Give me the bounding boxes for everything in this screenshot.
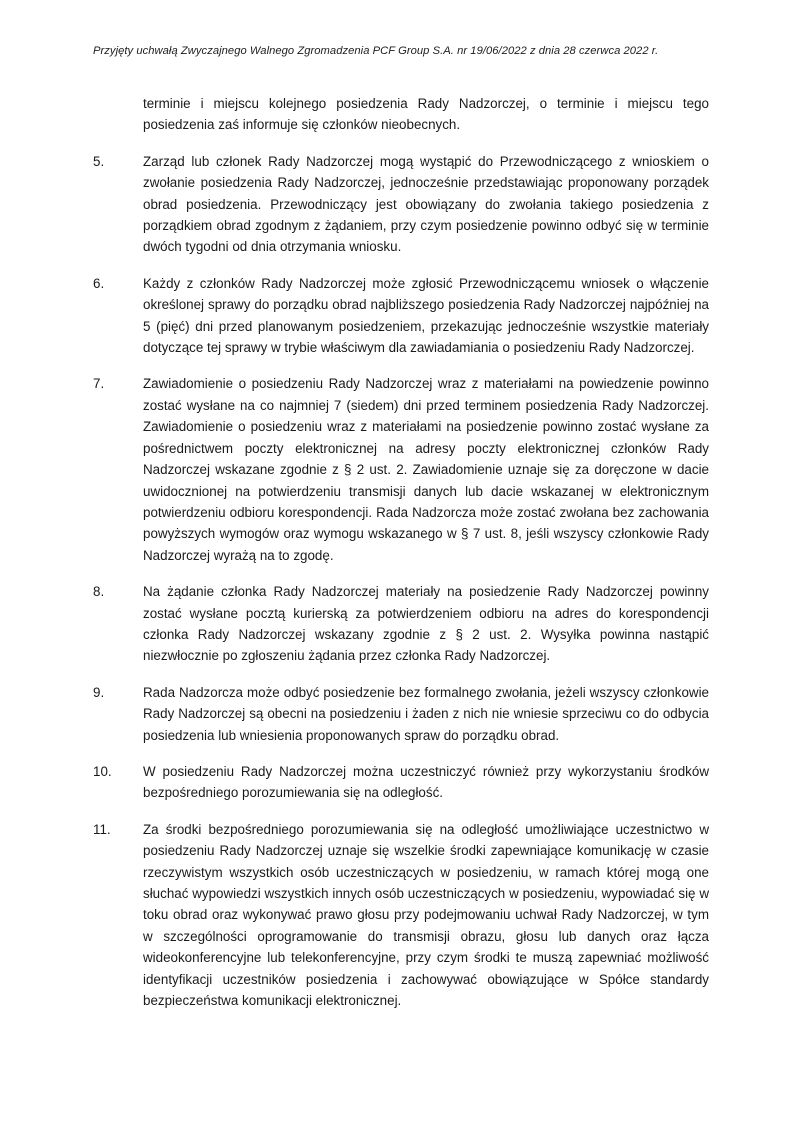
clause-text: Rada Nadzorcza może odbyć posiedzenie bez formalnego zwołania, jeżeli wszyscy członkowie Rady Nadzorczej są obecni na posiedzeniu i żaden z nich nie wniesie sprzeciwu co do odbycia posiedzenia lub wniesienia proponowanych spraw do porządku obrad.: [143, 684, 709, 743]
document-header-note: Przyjęty uchwałą Zwyczajnego Walnego Zgromadzenia PCF Group S.A. nr 19/06/2022 z dnia 28 czerwca 2022 r.: [93, 45, 659, 57]
clause-paragraph: [93, 581, 709, 667]
clause-paragraph: [93, 373, 709, 566]
clause-text: W posiedzeniu Rady Nadzorczej można uczestniczyć również przy wykorzystaniu środków bezpośredniego porozumiewania się na odległość.: [143, 763, 709, 801]
clause-number: 11.: [93, 821, 111, 837]
clause-number: 6.: [93, 275, 105, 291]
clause-number: 5.: [93, 153, 105, 169]
clause-number: 7.: [93, 376, 105, 392]
document-body: [93, 93, 709, 1011]
clause-paragraph: [93, 761, 709, 804]
clause-text: terminie i miejscu kolejnego posiedzenia Rady Nadzorczej, o terminie i miejscu tego posiedzenia zaś informuje się członków nieobecnych.: [143, 96, 709, 133]
clause-text: Za środki bezpośredniego porozumiewania się na odległość umożliwiające uczestnictwo w posiedzeniu Rady Nadzorczej uznaje się wszelkie środki zapewniające komunikację w czasie rzeczywistym wszystkich osób uczestniczących w posiedzeniu, w ramach której mogą one słuchać wypowiedzi wszystkich innych osób uczestniczących w posiedzeniu, wypowiadać się w toku obrad oraz wykonywać prawo głosu przy podejmowaniu uchwał Rady Nadzorczej, w tym w szczególności oprogramowanie do transmisji obrazu, głosu lub danych oraz łącza wideokonferencyjne lub telekonferencyjne, przy czym środki te muszą zapewniać możliwość identyfikacji uczestników posiedzenia i zachowywać obowiązujące w Spółce standardy bezpieczeństwa komunikacji elektronicznej.: [143, 821, 709, 1009]
clause-paragraph: [93, 93, 709, 136]
clause-text: Zarząd lub członek Rady Nadzorczej mogą wystąpić do Przewodniczącego z wnioskiem o zwołanie posiedzenia Rady Nadzorczej, jednocześnie przedstawiając proponowany porządek obrad posiedzenia. Przewodniczący jest obowiązany do zwołania takiego posiedzenia z porządkiem obrad zgodnym z żądaniem, przy czym posiedzenie powinno odbyć się w terminie dwóch tygodni od dnia otrzymania wniosku.: [143, 153, 709, 255]
clause-paragraph: [93, 273, 709, 359]
clause-text: Każdy z członków Rady Nadzorczej może zgłosić Przewodniczącemu wniosek o włączenie określonej sprawy do porządku obrad najbliższego posiedzenia Rady Nadzorczej najpóźniej na 5 (pięć) dni przed planowanym posiedzeniem, przekazując jednocześnie wszystkie materiały dotyczące tej sprawy w trybie właściwym dla zawiadamiania o posiedzeniu Rady Nadzorczej.: [143, 275, 709, 356]
clause-number: 8.: [93, 584, 105, 600]
clause-paragraph: [93, 819, 709, 1012]
clause-text: Zawiadomienie o posiedzeniu Rady Nadzorczej wraz z materiałami na powiedzenie powinno zostać wysłane na co najmniej 7 (siedem) dni przed terminem posiedzenia Rady Nadzorczej. Zawiadomienie o posiedzeniu wraz z materiałami na posiedzenie powinno zostać wysłane za pośrednictwem poczty elektronicznej na adresy poczty elektronicznej członków Rady Nadzorczej wskazane zgodnie z § 2 ust. 2. Zawiadomienie uznaje się za doręczone w dacie uwidocznionej na potwierdzeniu transmisji danych lub dacie wskazanej w elektronicznym potwierdzeniu odbioru korespondencji. Rada Nadzorcza może zostać zwołana bez zachowania powyższych wymogów oraz wymogu wskazanego w § 7 ust. 8, jeśli wszyscy członkowie Rady Nadzorczej wyrażą na to zgodę.: [143, 376, 709, 563]
clause-paragraph: [93, 682, 709, 746]
clause-number: 10.: [93, 763, 112, 779]
clause-text: Na żądanie członka Rady Nadzorczej materiały na posiedzenie Rady Nadzorczej powinny zostać wysłane pocztą kurierską za potwierdzeniem odbioru na adres do korespondencji członka Rady Nadzorczej wskazany zgodnie z § 2 ust. 2. Wysyłka powinna nastąpić niezwłocznie po zgłoszeniu żądania przez członka Rady Nadzorczej.: [143, 584, 709, 664]
clause-paragraph: [93, 151, 709, 258]
clause-number: 9.: [93, 684, 105, 700]
